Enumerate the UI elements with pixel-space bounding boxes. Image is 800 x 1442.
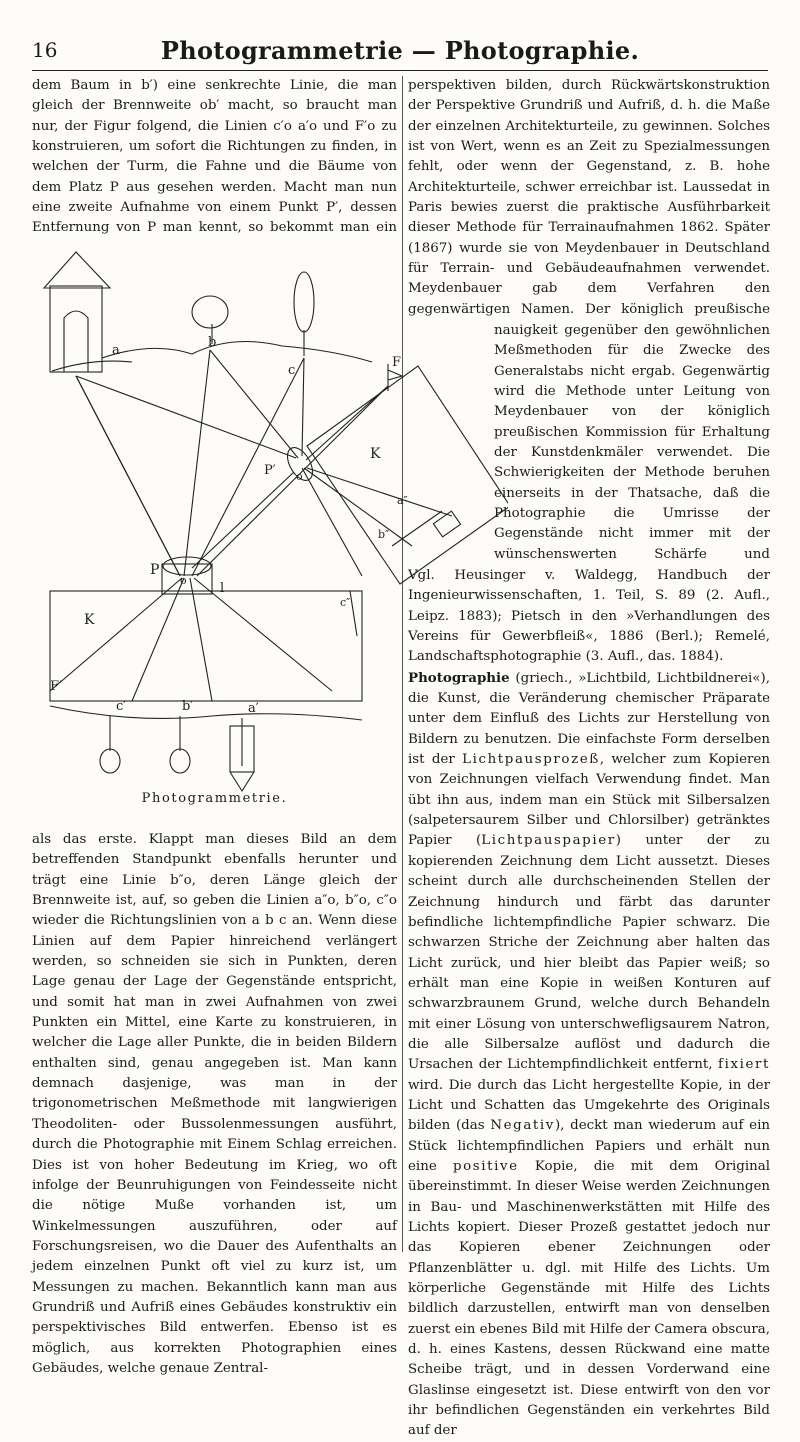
entry-photographie: Photographie (griech., »Lichtbild, Lichtbildnerei«), die Kunst, die Veränderung chemischer Präparate unter dem Einfluß des Lichts zur Herstellung von Bildern zu benutzen. Die einfachste Form derselben ist der Lichtpausprozeß, welcher zum Kopieren von Zeichnungen vielfach Verwendung findet. Man übt ihn aus, indem man ein Stück mit Silbersalzen (salpetersaurem Silber und Chlorsilber) getränktes Papier (Lichtpauspapier) unter der zu kopierenden Zeichnung dem Licht aussetzt. Dieses scheint durch alle durchscheinenden Stellen der Zeichnung hindurch und färbt das darunter befindliche lichtempfindliche Papier schwarz. Die schwarzen Striche der Zeichnung aber halten das Licht zurück, und hier bleibt das Papier weiß; so erhält man eine Kopie in weißen Konturen auf schwarzbraunem Grund, welche durch Behandeln mit einer Lösung von unterschwefligsaurem Natron, die alle Silbersalze auflöst und dadurch die Ursachen der Lichtempfindlichkeit entfernt, fixiert wird. Die durch das Licht hergestellte Kopie, in der Licht und Schatten das Umgekehrte des Originals bilden (das Negativ), deckt man wiederum auf ein Stück lichtempfindlichen Papiers und erhält nun eine positive Kopie, die mit dem Original übereinstimmt. In dieser Weise werden Zeichnungen in Bau- und Maschinenwerkstätten mit Hilfe des Lichts kopiert. Dieser Prozeß gestattet jedoch nur das Kopieren ebener Zeichnungen oder Pflanzenblätter u. dgl. mit Hilfe des Lichts. Um körperliche Gegenstände mit Hilfe des Lichts bildlich darzustellen, entwirft man von denselben zuerst ein ebenes Bild mit Hilfe der Camera obscura, d. h. eines Kastens, dessen Rückwand eine matte Scheibe trägt, und in dessen Vorderwand eine Glaslinse eingesetzt ist. Diese entwirft von den vor ihr befindlichen Gegenständen ein verkehrtes Bild auf der — [408, 669, 770, 1439]
running-head: Photogrammetrie — Photographie. — [160, 36, 640, 65]
right-column-indented — [408, 321, 770, 566]
term-lichtpausprozess: Lichtpausprozeß — [462, 752, 600, 768]
label-p-prime: P′ — [264, 463, 276, 478]
label-o: o — [180, 574, 187, 587]
label-a-prime: a′ — [248, 701, 259, 716]
label-b-double-prime: b″ — [378, 528, 390, 541]
left-column-top-text: dem Baum in b′) eine senkrechte Linie, die man gleich der Brennweite ob′ macht, so braucht man nur, der Figur folgend, die Linien c′o a′o und F′o zu konstruieren, um sofort die Richtungen zu finden, in welchen der Turm, die Fahne und die Bäume von dem Platz P aus gesehen werden. Macht man nun eine zweite Aufnahme von einem Punkt P′, dessen Entfernung von P man kennt, so bekommt man ein — [32, 78, 397, 236]
label-k-rotated: K — [370, 446, 381, 462]
label-b: b — [208, 335, 217, 350]
right-column-mid-text: nauigkeit gegenüber den gewöhnlichen Meßmethoden für die Zwecke des Generalstabs nicht ergab. Gegenwärtig wird die Methode unter Leitung von Meydenbauer von der königlich preußischen Kommission für Erhaltung der Kunstdenkmäler verwendet. Die Schwierigkeiten der Methode beruhen einerseits in der Thatsache, daß die Photographie die Umrisse der Gegenstände nicht immer mit der wünschenswerten Schärfe und — [494, 323, 770, 562]
lemma-photographie: Photographie — [408, 669, 510, 686]
term-positive: positive — [452, 1158, 519, 1174]
label-f-prime: F′ — [50, 679, 62, 694]
right-column-top — [408, 76, 770, 321]
label-c: c — [288, 363, 296, 378]
label-a: a — [112, 343, 120, 358]
label-c-double-prime: c″ — [340, 596, 351, 609]
right-column — [408, 76, 770, 1442]
label-l: l — [220, 581, 225, 596]
label-p: P — [150, 562, 160, 578]
term-fixiert: fixiert — [718, 1057, 770, 1073]
label-f: F — [392, 355, 402, 370]
right-column-top-text: perspektiven bilden, durch Rückwärtskonstruktion der Perspektive Grundriß und Aufriß, d. h. die Maße der einzelnen Architekturteile, zu gewinnen. Solches ist von Wert, wenn es an Zeit zu Spezialmessungen fehlt, oder wenn der Gegenstand, z. B. hohe Architekturteile, schwer erreichbar ist. Laussedat in Paris bewies zuerst die praktische Ausführbarkeit dieser Methode für Terrainaufnahmen 1862. Später (1867) wurde sie von Meydenbauer in Deutschland für Terrain- und Gebäudeaufnahmen verwendet. Meydenbauer gab dem Verfahren den gegenwärtigen Namen. Der königlich preußische — [408, 78, 770, 317]
label-b-prime: b′ — [182, 699, 194, 714]
term-lichtpauspapier: Lichtpauspapier — [481, 833, 616, 849]
page-header — [32, 36, 768, 71]
label-k: K — [84, 612, 95, 628]
term-negativ: Negativ — [490, 1118, 555, 1134]
left-column-bottom-text: als das erste. Klappt man dieses Bild an dem betreffenden Standpunkt ebenfalls herunter und trägt eine Linie b″o, deren Länge gleich der Brennweite ist, auf, so geben die Linien a″o, b″o, c″o wieder die Richtungslinien von a b c an. Wenn diese Linien auf dem Papier hinreichend verlängert werden, so schneiden sie sich in Punkten, deren Lage genau der Lage der Gegenstände entspricht, und somit hat man in zwei Aufnahmen von zwei Punkten ein Mittel, eine Karte zu konstruieren, in welcher die Lage aller Punkte, die in beiden Bildern enthalten sind, genau angegeben ist. Man kann demnach dasjenige, was man in der trigonometrischen Meßmethode mit langwierigen Theodoliten- oder Bussolenmessungen ausführt, durch die Photographie mit Einem Schlag erreichen. Dies ist von hoher Bedeutung im Krieg, wo oft infolge der Beunruhigungen von Feindesseite nicht die nötige Muße vorhanden ist, um Winkelmessungen auszuführen, oder auf Forschungsreisen, wo die Dauer des Aufenthalts an jedem einzelnen Punkt oft viel zu kurz ist, um Messungen zu machen. Bekanntlich kann man aus Grundriß und Aufriß eines Gebäudes konstruktiv ein perspektivisches Bild entwerfen. Ebenso ist es möglich, aus korrekten Photographien eines Gebäudes, welche genaue Zentral- — [32, 832, 397, 1376]
page-number: 16 — [32, 38, 58, 62]
figure-caption: Photogrammetrie. — [141, 791, 288, 806]
label-o-prime: o — [296, 470, 303, 483]
label-c-prime: c′ — [116, 699, 127, 714]
literature-reference: Vgl. Heusinger v. Waldegg, Handbuch der Ingenieurwissenschaften, 1. Teil, S. 89 (2. Aufl., Leipz. 1883); Pietsch in den »Verhandlungen des Vereins für Gewerbfleiß«, 1886 (Berl.); Remelé, Landschaftsphotographie (3. Aufl., das. 1884). — [408, 568, 770, 665]
label-a-double-prime: a″ — [397, 494, 408, 507]
